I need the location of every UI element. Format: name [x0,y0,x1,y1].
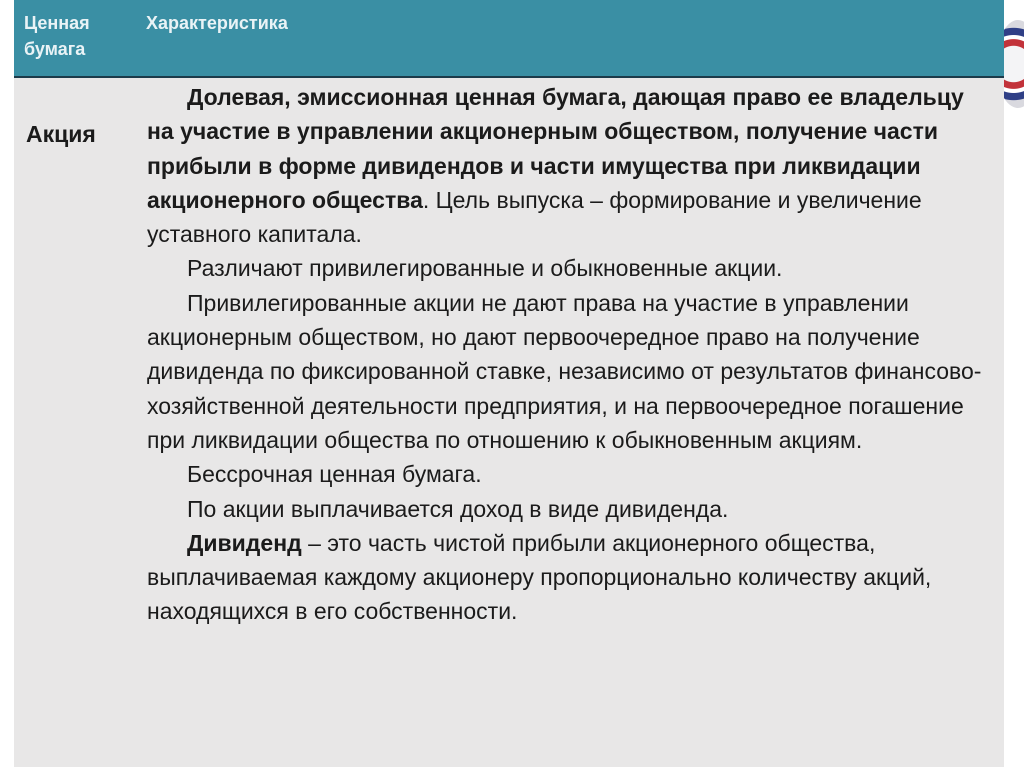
paragraph-perpetual: Бессрочная ценная бумага. [187,461,482,488]
dividend-definition: – это часть чистой прибыли акционерного общества, выплачиваемая каждому акционеру пропорционально количеству акций, находящихся в его собственности. [147,529,932,625]
slide-left-margin [0,0,14,767]
definition-bold: Долевая, эмиссионная ценная бумага, дающая право ее владельцу на участие в управлении акционерным обществом, получение части прибыли в форме дивидендов и части имущества при ликвидации акционерного общества [147,84,964,213]
paragraph-dividend [147,526,987,629]
paragraph-definition [147,80,987,251]
paragraph-income: По акции выплачивается доход в виде дивиденда. [187,495,729,522]
slide-right-margin [1004,0,1024,767]
header-characteristic-label: Характеристика [146,13,288,33]
dividend-term: Дивиденд [187,529,302,556]
securities-table [14,0,1004,767]
security-name: Акция [26,121,96,147]
paragraph-preferred: Привилегированные акции не дают права на участие в управлении акционерным обществом, но дают первоочередное право на получение дивиденда по фиксированной ставке, независимо от результатов финансово-хозяйственной деятельности предприятия, и на первоочередное погашение при ликвидации общества по отношению к обыкновенным акциям. [147,289,982,453]
definition-purpose: . Цель выпуска – формирование и увеличение уставного капитала. [147,186,922,248]
characteristic-text [147,80,987,629]
header-security-label: Ценная бумага [24,13,90,59]
paragraph-types: Различают привилегированные и обыкновенные акции. [187,255,783,282]
table-header [14,0,1004,78]
